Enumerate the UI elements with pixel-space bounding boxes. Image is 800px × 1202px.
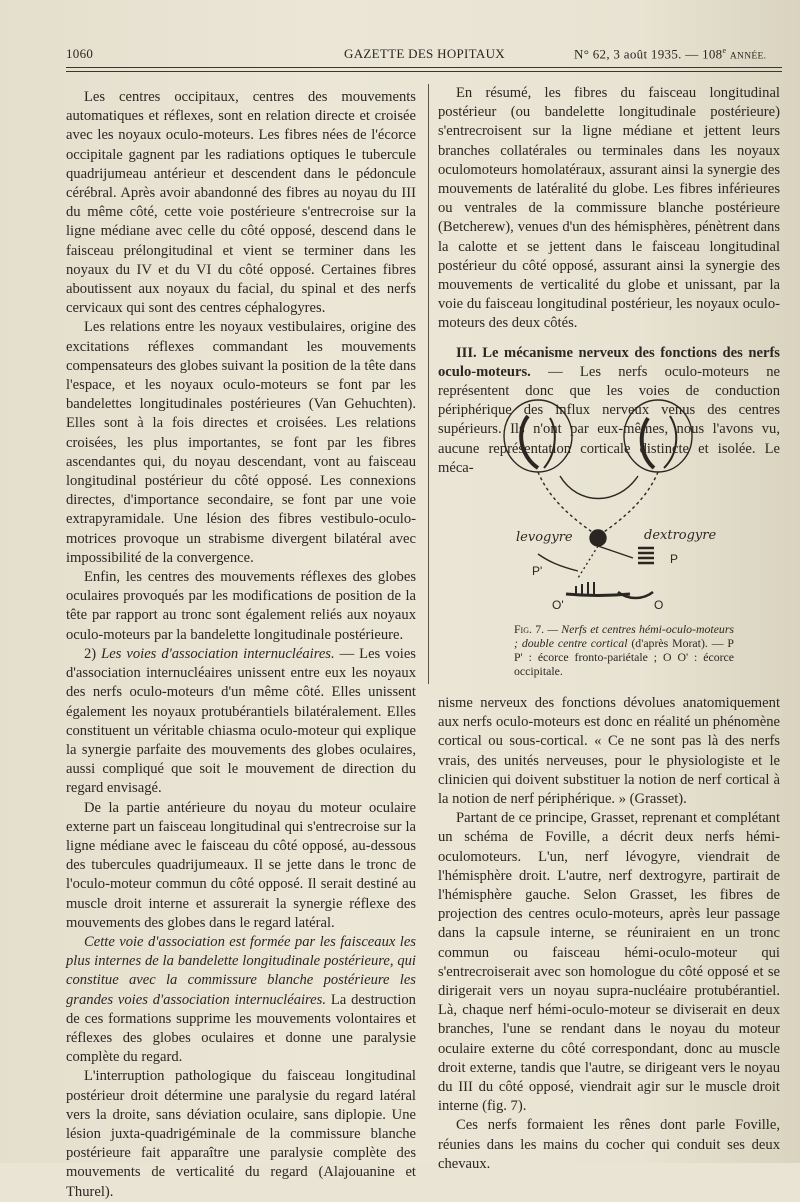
paragraph: De la partie antérieure du noyau du moteur oculaire externe part un faisceau longitudinal qui s'entrecroise sur la ligne médiane avec le faisceau du côté opposé, au-dessous des tubercules quadrijumeaux. Il se jette dans le tronc de l'oculo-moteur commun du côté opposé. Il serait destiné au muscle droit interne et assurerait la synergie réflexe des mouvements des globes dans le regard latéral. xyxy=(66,799,416,931)
issue-info xyxy=(574,46,766,62)
label-p-prime: P' xyxy=(532,564,543,578)
section-heading: III. Le mécanisme nerveux des fonctions des nerfs oculo-moteurs. xyxy=(438,344,780,380)
section-heading: Les voies d'association internucléaires. xyxy=(101,645,335,662)
cortex-p xyxy=(638,548,654,563)
italic-statement: Cette voie d'association est formée par les faisceaux les plus internes de la bandelette longitudinale postérieure, qui constitue avec la commissure blanche postérieure les grandes voies d'association internucléaires. xyxy=(66,933,416,1008)
journal-title: GAZETTE DES HOPITAUX xyxy=(344,46,505,61)
figure-7 xyxy=(438,392,780,692)
left-eye-globe xyxy=(504,400,572,472)
header-rule xyxy=(66,67,782,68)
paragraph-association xyxy=(66,933,416,1067)
paragraph: Enfin, les centres des mouvements réflexes des globes oculaires provoqués par les modifications de position de la tête par rapport au tronc sont également reliés aux noyaux oculo-moteurs par la bandelette longitudinale postérieure. xyxy=(66,569,416,643)
oculomotor-diagram xyxy=(498,396,738,616)
paragraph: Les relations entre les noyaux vestibulaires, origine des excitations réflexes commandant les mouvements compensateurs des globes suivant la position de la tête dans l'espace, et les noyaux oculo-moteurs se font par les bandelettes longitudinales postérieures (Van Gehuchten). Elles sont à la fois directes et croisées. Les relations croisées, les plus importantes, se font par les fibres ascendantes qui, du noyau descendant, vont au faisceau longitudinal postérieur du côté opposé. Les connexions directes, d'importance secondaire, se font par une voie extrapyramidale. Une lésion des fibres vestibulo-oculo-motrices provoque un strabisme divergent bilatéral avec impossibilité de la convergence. xyxy=(66,319,416,566)
paragraph: L'interruption pathologique du faisceau longitudinal postérieur droit détermine une paralysie du regard latéral vers la droite, sans déviation oculaire, sans diplopie. Une lésion juxta-quadrigéminale de la commissure blanche postérieure fait apparaître une paralysie complète des mouvements de verticalité du regard (Alajouanine et Thurel). xyxy=(66,1068,416,1200)
issue-year-label: ANNÉE. xyxy=(729,51,767,62)
paragraph-text: — Les nerfs oculo-moteurs ne représentent donc que les voies de conduction périphérique des influx nerveux venus des centres supérieurs. Ils n'ont par eux-mêmes, nous l'avons vu, aucune représentation corticale distincte et isolée. Le méca- xyxy=(438,363,780,476)
caption-title: — Nerfs et centres hémi-oculo-moteurs ; double centre cortical xyxy=(514,622,735,650)
paragraph-internuclear xyxy=(66,645,416,799)
caption-text: (d'après Morat). — P P' : écorce fronto-pariétale ; O O' : écorce occipitale. xyxy=(514,636,734,678)
running-header xyxy=(66,44,782,64)
label-o: O xyxy=(654,598,664,612)
issue-date: N° 62, 3 août 1935. — 108 xyxy=(574,46,723,62)
header-rule-thin xyxy=(66,71,782,72)
label-p: P xyxy=(670,552,679,566)
left-column xyxy=(66,88,416,1202)
paragraph: En résumé, les fibres du faisceau longitudinal postérieur (ou bandelette longitudinale postérieure) s'entrecroisent sur la ligne médiane et jettent leurs branches collatérales ou terminales dans les noyaux oculomoteurs homolatéraux, assurant ainsi la synergie des mouvements de latéralité du globe. Les fibres inférieures ou ventrales de la commissure blanche postérieure (Betcherew), venues d'un des hémisphères, pénètrent dans la calotte et se jettent dans le faisceau longitudinal postérieur du côté opposé, assurant ainsi la synergie des mouvements de verticalité du globe et unissant, par la voie du faisceau longitudinal postérieur, les noyaux oculo-moteurs des deux côtés. xyxy=(438,85,780,332)
left-eye-muscle xyxy=(521,416,538,468)
label-dextrogyre: dextrogyre xyxy=(644,528,717,543)
paragraph: nisme nerveux des fonctions dévolues anatomiquement aux nerfs oculo-moteurs est donc en réalité un phénomène cortical ou sous-cortical. « Ce ne sont pas là des nerfs vrais, des unités nerveuses, pour le physiologiste et le clinicien qui doivent substituer la notion de nerf cortical à la notion de nerf périphérique. » (Grasset). xyxy=(438,695,780,808)
label-levogyre: levogyre xyxy=(516,530,573,545)
figure-caption xyxy=(514,622,734,678)
paragraph-text: — Les voies d'association internucléaires unissent entre eux les noyaux des nerfs oculo-moteurs d'un même côté. Elles unissent également les noyaux protubérantiels bilatéralement. Elles constituent un véritable chiasma oculo-moteur qui explique la synergie parfaite des mouvements des globes oculaires, aussi compliqué que soit le mouvement de direction du regard envisagé. xyxy=(66,645,416,797)
section-number: 2) xyxy=(84,645,97,662)
right-eye-globe xyxy=(624,400,692,472)
issue-sup: e xyxy=(722,46,727,55)
column-divider xyxy=(428,84,429,684)
right-column-bottom xyxy=(438,694,780,1174)
right-eye-muscle xyxy=(664,416,676,468)
paragraph-text: La destruction de ces formations supprime les mouvements volontaires et réflexes des globes oculaires et donne une paralysie complète du regard. xyxy=(66,991,416,1066)
figure-number: Fig. 7. xyxy=(514,622,545,636)
central-nucleus xyxy=(590,530,606,546)
paragraph: Ces nerfs formaient les rênes dont parle Foville, réunies dans les mains du cocher qui conduit ses deux chevaux. xyxy=(438,1117,780,1172)
paragraph: Partant de ce principe, Grasset, reprenant et complétant un schéma de Foville, a décrit deux nerfs hémi-oculomoteurs. L'un, nerf lévogyre, viendrait de l'hémisphère droit. L'autre, nerf dextrogyre, partirait de l'hémisphère gauche. Selon Grasset, les fibres de projection des centres oculo-moteurs, après leur passage dans la capsule interne, se réuniraient en un tronc commun ou faisceau hémi-oculo-moteur qui s'entrecroiserait avec son homologue du côté opposé et se dirigerait vers un noyau supra-nucléaire protubérantiel. Là, chaque nerf hémi-oculo-moteur se diviserait en deux branches, l'une se rendant dans le noyau du moteur oculaire externe du côté correspondant, donc au muscle droit externe, tandis que l'autre, se dirigeant vers le noyau du III du côté opposé, viendrait agir sur le muscle droit interne (fig. 7). xyxy=(438,810,780,1115)
paragraph: Les centres occipitaux, centres des mouvements automatiques et réflexes, sont en relation directe et croisée avec les noyaux oculo-moteurs. Les fibres nées de l'écorce occipitale gagnent par les radiations optiques le tubercule quadrijumeau antérieur et descendent dans le pédoncule cérébral. Après avoir abandonné des fibres au noyau du III du même côté, cette voie postérieure s'entrecroise sur la ligne médiane avec celle du côté opposé, descend dans le faisceau prélongitudinal et vient se terminer dans les noyaux du IV et du VI du côté opposé. Certaines fibres aboutissent aux noyaux du facial, du spinal et des nerfs cervicaux qui sont des centres céphalogyres. xyxy=(66,89,416,317)
page-number: 1060 xyxy=(66,46,94,61)
label-o-prime: O' xyxy=(552,598,564,612)
